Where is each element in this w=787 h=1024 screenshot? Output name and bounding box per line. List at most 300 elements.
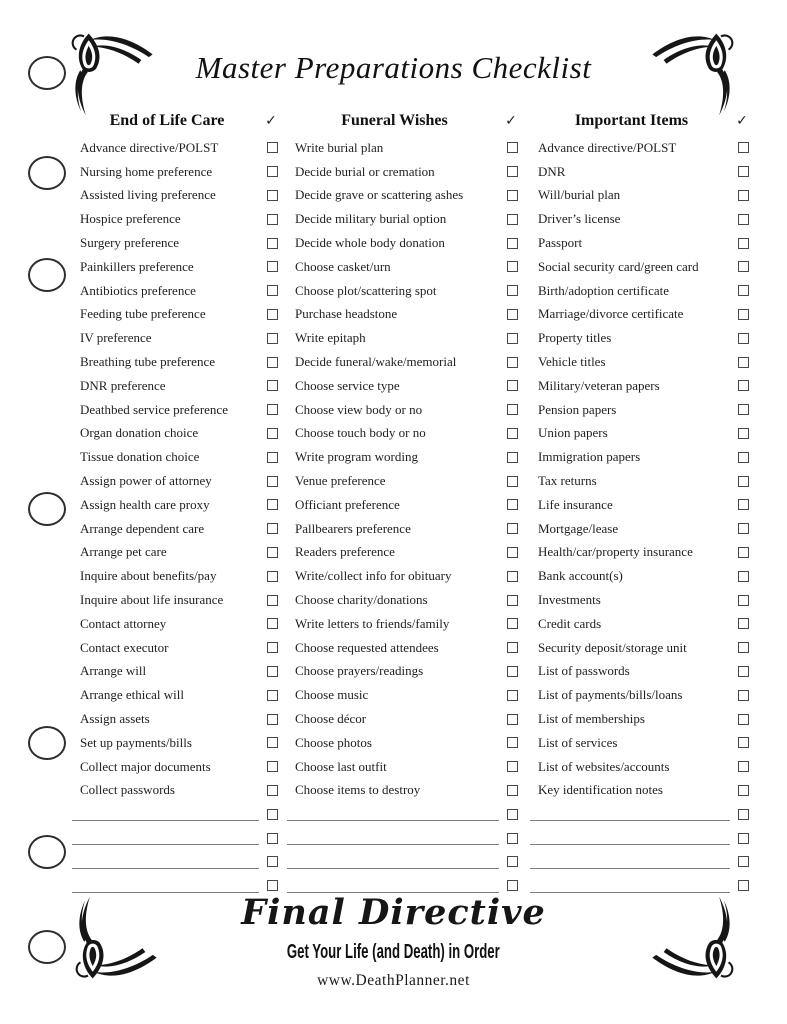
item-label: Decide grave or scattering ashes — [295, 187, 464, 203]
checklist-rows — [70, 136, 278, 898]
blank-entry-line[interactable] — [287, 854, 499, 869]
checklist-row — [528, 850, 749, 874]
item-label: Assign health care proxy — [80, 496, 210, 512]
checklist-row — [528, 517, 749, 541]
item-label: Driver’s license — [538, 211, 621, 227]
item-label: Venue preference — [295, 473, 386, 489]
checklist-row — [528, 731, 749, 755]
item-label: Choose requested attendees — [295, 639, 439, 655]
checkbox[interactable] — [267, 380, 278, 391]
blank-entry-line[interactable] — [287, 806, 499, 821]
checklist-row — [285, 755, 518, 779]
checklist-row — [528, 779, 749, 803]
item-label: Decide whole body donation — [295, 235, 445, 251]
checkbox[interactable] — [738, 452, 749, 463]
check-column-icon: ✓ — [505, 113, 517, 129]
item-label: Collect passwords — [80, 782, 175, 798]
checkbox[interactable] — [738, 547, 749, 558]
item-label: Key identification notes — [538, 782, 663, 798]
checkbox[interactable] — [507, 737, 518, 748]
column-funeral-wishes — [285, 106, 518, 898]
item-label: Life insurance — [538, 496, 613, 512]
checkbox[interactable] — [738, 190, 749, 201]
checkbox[interactable] — [267, 357, 278, 368]
checklist-row — [70, 326, 278, 350]
checklist-row — [70, 683, 278, 707]
checkbox[interactable] — [507, 809, 518, 820]
checklist-row — [70, 493, 278, 517]
checklist-row — [70, 850, 278, 874]
item-label: Inquire about life insurance — [80, 592, 224, 608]
item-label: Decide burial or cremation — [295, 163, 435, 179]
blank-entry-line[interactable] — [530, 806, 730, 821]
checkbox[interactable] — [738, 809, 749, 820]
checkbox[interactable] — [507, 714, 518, 725]
checklist-row — [528, 660, 749, 684]
checklist-row — [285, 660, 518, 684]
checkbox[interactable] — [738, 404, 749, 415]
item-label: Purchase headstone — [295, 306, 398, 322]
checklist-row — [285, 588, 518, 612]
check-column-icon: ✓ — [736, 113, 748, 129]
checkbox[interactable] — [738, 309, 749, 320]
item-label: Officiant preference — [295, 496, 400, 512]
item-label: Decide military burial option — [295, 211, 447, 227]
checklist-row — [70, 588, 278, 612]
checkbox[interactable] — [267, 737, 278, 748]
checklist-row — [285, 683, 518, 707]
checklist-row — [528, 445, 749, 469]
column-header-label: End of Life Care — [109, 112, 225, 129]
checklist-row — [70, 541, 278, 565]
checklist-row — [528, 588, 749, 612]
checkbox[interactable] — [738, 571, 749, 582]
checklist-row — [528, 184, 749, 208]
item-label: Credit cards — [538, 615, 602, 631]
brand-tagline — [0, 941, 787, 963]
item-label: Inquire about benefits/pay — [80, 568, 217, 584]
item-label: Choose service type — [295, 377, 400, 393]
website-url[interactable]: www.DeathPlanner.net — [317, 972, 470, 989]
checkbox[interactable] — [507, 571, 518, 582]
item-label: DNR — [538, 163, 566, 179]
checklist-rows — [528, 136, 749, 898]
item-label: Choose music — [295, 687, 369, 703]
checkbox[interactable] — [738, 166, 749, 177]
item-label: Choose décor — [295, 711, 367, 727]
item-label: Health/car/property insurance — [538, 544, 693, 560]
checkbox[interactable] — [507, 547, 518, 558]
item-label: Write burial plan — [295, 139, 384, 155]
checklist-row — [285, 231, 518, 255]
checkbox[interactable] — [267, 428, 278, 439]
checklist-row — [285, 636, 518, 660]
checkbox[interactable] — [738, 380, 749, 391]
checkbox[interactable] — [738, 333, 749, 344]
checklist-row — [528, 326, 749, 350]
checkbox[interactable] — [738, 880, 749, 891]
item-label: Property titles — [538, 330, 612, 346]
page-title: Master Preparations Checklist — [195, 50, 592, 85]
checkbox[interactable] — [267, 404, 278, 415]
checkbox[interactable] — [507, 880, 518, 891]
checkbox[interactable] — [507, 238, 518, 249]
checklist-row — [528, 207, 749, 231]
checkbox[interactable] — [267, 618, 278, 629]
item-label: Investments — [538, 592, 601, 608]
item-label: Marriage/divorce certificate — [538, 306, 684, 322]
checkbox[interactable] — [738, 690, 749, 701]
blank-entry-line[interactable] — [72, 806, 259, 821]
checklist-row — [285, 136, 518, 160]
checkbox[interactable] — [267, 166, 278, 177]
checkbox[interactable] — [507, 357, 518, 368]
checkbox[interactable] — [738, 642, 749, 653]
checklist-row — [70, 136, 278, 160]
checkbox[interactable] — [507, 499, 518, 510]
checklist-row — [70, 374, 278, 398]
checkbox[interactable] — [507, 333, 518, 344]
item-label: Write letters to friends/family — [295, 615, 450, 631]
item-label: Assisted living preference — [80, 187, 216, 203]
checklist-row — [285, 303, 518, 327]
item-label: List of services — [538, 734, 618, 750]
checklist-row — [285, 493, 518, 517]
checkbox[interactable] — [507, 523, 518, 534]
checkbox[interactable] — [267, 309, 278, 320]
checklist-row — [528, 279, 749, 303]
checklist-row — [285, 517, 518, 541]
checkbox[interactable] — [267, 666, 278, 677]
checkbox[interactable] — [267, 809, 278, 820]
checkbox[interactable] — [738, 476, 749, 487]
checklist-row — [528, 374, 749, 398]
checklist-row — [285, 731, 518, 755]
checkbox[interactable] — [738, 428, 749, 439]
checkbox[interactable] — [738, 142, 749, 153]
item-label: Deathbed service preference — [80, 401, 228, 417]
checklist-row — [285, 826, 518, 850]
item-label: Choose items to destroy — [295, 782, 421, 798]
checkbox[interactable] — [507, 690, 518, 701]
punch-hole — [28, 835, 66, 869]
blank-entry-line[interactable] — [287, 830, 499, 845]
item-label: Will/burial plan — [538, 187, 621, 203]
checklist-row — [70, 707, 278, 731]
item-label: Pension papers — [538, 401, 617, 417]
item-label: Contact attorney — [80, 615, 167, 631]
item-label: Choose last outfit — [295, 758, 387, 774]
checklist-row — [70, 517, 278, 541]
brand-tagline-text: Get Your Life (and Death) in Order — [287, 941, 500, 963]
item-label: List of passwords — [538, 663, 630, 679]
checkbox[interactable] — [267, 595, 278, 606]
checkbox[interactable] — [267, 142, 278, 153]
item-label: Social security card/green card — [538, 258, 699, 274]
item-label: Choose charity/donations — [295, 592, 428, 608]
checklist-row — [70, 826, 278, 850]
item-label: Tax returns — [538, 473, 597, 489]
checklist-row — [70, 350, 278, 374]
checklist-row — [70, 231, 278, 255]
checklist-row — [528, 683, 749, 707]
checkbox[interactable] — [507, 595, 518, 606]
checklist-row — [70, 779, 278, 803]
checkbox[interactable] — [507, 166, 518, 177]
checklist-row — [285, 802, 518, 826]
item-label: Union papers — [538, 425, 608, 441]
checkbox[interactable] — [267, 238, 278, 249]
checkbox[interactable] — [507, 190, 518, 201]
checkbox[interactable] — [267, 571, 278, 582]
checkbox[interactable] — [507, 476, 518, 487]
checkbox[interactable] — [267, 333, 278, 344]
item-label: Arrange will — [80, 663, 147, 679]
item-label: Passport — [538, 235, 583, 251]
item-label: Decide funeral/wake/memorial — [295, 354, 457, 370]
checklist-row — [285, 707, 518, 731]
checklist-row — [70, 636, 278, 660]
item-label: Surgery preference — [80, 235, 180, 251]
item-label: Write program wording — [295, 449, 418, 465]
blank-entry-line[interactable] — [72, 854, 259, 869]
item-label: Set up payments/bills — [80, 734, 192, 750]
checklist-row — [528, 707, 749, 731]
checkbox[interactable] — [267, 642, 278, 653]
item-label: Write epitaph — [295, 330, 366, 346]
checkbox[interactable] — [507, 856, 518, 867]
checkbox[interactable] — [738, 499, 749, 510]
checkbox[interactable] — [507, 642, 518, 653]
checkbox[interactable] — [267, 214, 278, 225]
item-label: IV preference — [80, 330, 152, 346]
item-label: Painkillers preference — [80, 258, 194, 274]
checkbox[interactable] — [267, 285, 278, 296]
checklist-row — [528, 231, 749, 255]
checklist-row — [285, 374, 518, 398]
checklist-row — [528, 136, 749, 160]
checklist-row — [70, 398, 278, 422]
checklist-row — [528, 493, 749, 517]
checkbox[interactable] — [738, 833, 749, 844]
checklist-row — [285, 850, 518, 874]
item-label: Mortgage/lease — [538, 520, 619, 536]
column-end-of-life-care — [70, 106, 278, 898]
item-label: Readers preference — [295, 544, 395, 560]
checklist-row — [528, 541, 749, 565]
item-label: Advance directive/POLST — [538, 139, 677, 155]
checkbox[interactable] — [738, 785, 749, 796]
checkbox[interactable] — [267, 476, 278, 487]
blank-entry-line[interactable] — [530, 854, 730, 869]
checkbox[interactable] — [738, 856, 749, 867]
checklist-row — [285, 445, 518, 469]
checkbox[interactable] — [507, 666, 518, 677]
item-label: DNR preference — [80, 377, 166, 393]
item-label: Antibiotics preference — [80, 282, 196, 298]
item-label: Nursing home preference — [80, 163, 213, 179]
check-column-icon: ✓ — [265, 113, 277, 129]
checklist-row — [528, 755, 749, 779]
checkbox[interactable] — [507, 285, 518, 296]
checkbox[interactable] — [738, 714, 749, 725]
checklist-row — [285, 207, 518, 231]
checklist-row — [528, 303, 749, 327]
checklist-row — [285, 255, 518, 279]
checklist-row — [285, 160, 518, 184]
checklist-row — [70, 255, 278, 279]
column-header — [528, 106, 749, 136]
column-header — [70, 106, 278, 136]
checkbox[interactable] — [267, 714, 278, 725]
checklist-row — [70, 445, 278, 469]
item-label: Choose casket/urn — [295, 258, 391, 274]
checklist-row — [285, 541, 518, 565]
checkbox[interactable] — [738, 595, 749, 606]
checklist-row — [70, 564, 278, 588]
checklist-row — [285, 469, 518, 493]
checklist-row — [285, 326, 518, 350]
checkbox[interactable] — [738, 666, 749, 677]
item-label: Advance directive/POLST — [80, 139, 219, 155]
checkbox[interactable] — [738, 285, 749, 296]
brand-logo-text: Final Directive — [241, 892, 546, 933]
checklist-row — [70, 303, 278, 327]
checkbox[interactable] — [507, 785, 518, 796]
checkbox[interactable] — [507, 761, 518, 772]
checkbox[interactable] — [267, 547, 278, 558]
checklist-row — [285, 779, 518, 803]
checklist-row — [70, 469, 278, 493]
checklist-row — [70, 802, 278, 826]
checklist-row — [528, 612, 749, 636]
item-label: Security deposit/storage unit — [538, 639, 687, 655]
blank-entry-line[interactable] — [530, 830, 730, 845]
checklist-row — [528, 350, 749, 374]
checklist-row — [70, 160, 278, 184]
checklist-row — [528, 469, 749, 493]
checkbox[interactable] — [507, 261, 518, 272]
item-label: Military/veteran papers — [538, 377, 660, 393]
checklist-row — [285, 279, 518, 303]
checklist-row — [70, 612, 278, 636]
blank-entry-line[interactable] — [72, 830, 259, 845]
checklist-row — [528, 422, 749, 446]
item-label: Pallbearers preference — [295, 520, 411, 536]
item-label: Hospice preference — [80, 211, 181, 227]
column-header-label: Funeral Wishes — [341, 112, 448, 129]
checklist-row — [528, 255, 749, 279]
checkbox[interactable] — [738, 737, 749, 748]
item-label: List of memberships — [538, 711, 645, 727]
item-label: Immigration papers — [538, 449, 641, 465]
item-label: Bank account(s) — [538, 568, 623, 584]
checkbox[interactable] — [507, 214, 518, 225]
column-header-label: Important Items — [574, 112, 689, 129]
item-label: Arrange pet care — [80, 544, 167, 560]
column-header — [285, 106, 518, 136]
item-label: Feeding tube preference — [80, 306, 206, 322]
checkbox[interactable] — [738, 523, 749, 534]
item-label: Collect major documents — [80, 758, 211, 774]
item-label: Choose touch body or no — [295, 425, 426, 441]
checkbox[interactable] — [738, 261, 749, 272]
checkbox[interactable] — [507, 142, 518, 153]
item-label: Arrange dependent care — [80, 520, 205, 536]
punch-hole — [28, 726, 66, 760]
checklist-row — [70, 755, 278, 779]
punch-hole — [28, 258, 66, 292]
checkbox[interactable] — [507, 618, 518, 629]
checkbox[interactable] — [507, 380, 518, 391]
blank-entry-line[interactable] — [72, 878, 259, 893]
checkbox[interactable] — [267, 690, 278, 701]
checkbox[interactable] — [267, 761, 278, 772]
item-label: Choose plot/scattering spot — [295, 282, 437, 298]
checklist-row — [528, 160, 749, 184]
item-label: Assign assets — [80, 711, 150, 727]
checkbox[interactable] — [267, 261, 278, 272]
checkbox[interactable] — [507, 833, 518, 844]
punch-hole — [28, 492, 66, 526]
checkbox[interactable] — [507, 404, 518, 415]
checkbox[interactable] — [738, 357, 749, 368]
checklist-row — [70, 660, 278, 684]
checklist-row — [285, 350, 518, 374]
checkbox[interactable] — [738, 238, 749, 249]
item-label: Vehicle titles — [538, 354, 606, 370]
checkbox[interactable] — [738, 214, 749, 225]
checkbox[interactable] — [267, 523, 278, 534]
checkbox[interactable] — [507, 428, 518, 439]
checklist-row — [70, 731, 278, 755]
checklist-row — [70, 279, 278, 303]
checkbox[interactable] — [267, 190, 278, 201]
checklist-row — [70, 184, 278, 208]
blank-entry-line[interactable] — [287, 878, 499, 893]
checkbox[interactable] — [738, 761, 749, 772]
blank-entry-line[interactable] — [530, 878, 730, 893]
checklist-row — [528, 636, 749, 660]
checkbox[interactable] — [267, 452, 278, 463]
checklist-row — [285, 184, 518, 208]
checkbox[interactable] — [738, 618, 749, 629]
item-label: List of websites/accounts — [538, 758, 670, 774]
punch-hole — [28, 156, 66, 190]
column-important-items — [528, 106, 749, 898]
checklist-row — [528, 398, 749, 422]
checklist-row — [285, 564, 518, 588]
item-label: Arrange ethical will — [80, 687, 184, 703]
checkbox[interactable] — [267, 833, 278, 844]
checklist-row — [285, 422, 518, 446]
checkbox[interactable] — [267, 785, 278, 796]
item-label: Contact executor — [80, 639, 169, 655]
checkbox[interactable] — [267, 880, 278, 891]
item-label: Choose prayers/readings — [295, 663, 424, 679]
checkbox[interactable] — [267, 499, 278, 510]
item-label: Choose photos — [295, 734, 372, 750]
item-label: Breathing tube preference — [80, 354, 215, 370]
checkbox[interactable] — [267, 856, 278, 867]
checkbox[interactable] — [507, 309, 518, 320]
item-label: Tissue donation choice — [80, 449, 200, 465]
item-label: Write/collect info for obituary — [295, 568, 452, 584]
checklist-row — [528, 802, 749, 826]
item-label: Choose view body or no — [295, 401, 423, 417]
checkbox[interactable] — [507, 452, 518, 463]
checklist-rows — [285, 136, 518, 898]
